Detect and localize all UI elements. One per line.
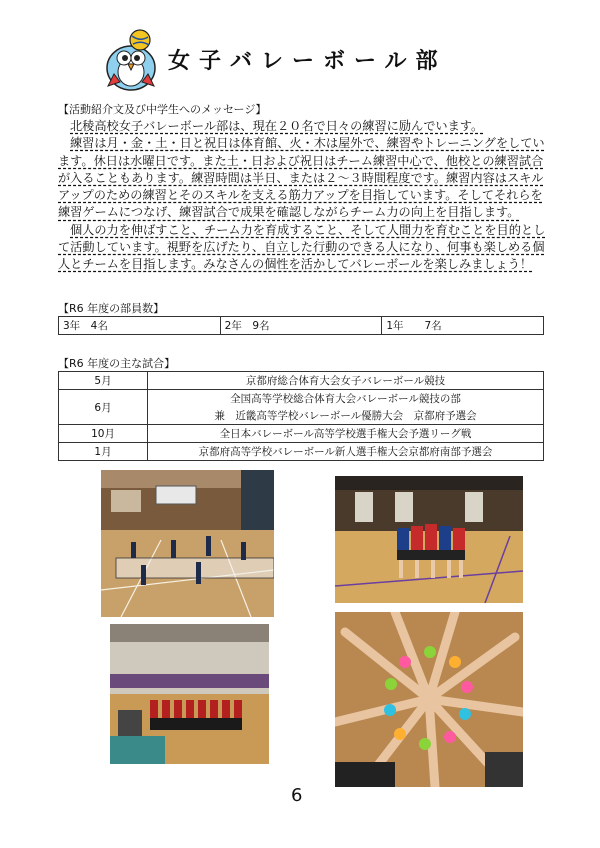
game-month: 10月 <box>59 425 148 443</box>
game-event: 兼 近畿高等学校バレーボール優勝大会 京都府予選会 <box>148 407 544 425</box>
game-month: 5月 <box>59 372 148 390</box>
page-number: 6 <box>291 785 303 806</box>
activity-heading: 【活動紹介文及び中学生へのメッセージ】 <box>58 103 267 116</box>
game-event: 京都府総合体育大会女子バレーボール競技 <box>148 372 544 390</box>
table-row <box>59 317 544 335</box>
members-table <box>58 316 544 335</box>
game-event: 全日本バレーボール高等学校選手権大会予選リーグ戦 <box>148 425 544 443</box>
member-count-cell: 2年 9名 <box>220 317 382 335</box>
hands-circle-photo <box>335 612 523 787</box>
game-event: 京都府高等学校バレーボール新人選手権大会京都府南部予選会 <box>148 443 544 461</box>
member-count-cell: 3年 4名 <box>59 317 221 335</box>
team-huddle-photo <box>335 476 523 603</box>
activity-paragraph: 北稜高校女子バレーボール部は、現在２０名で日々の練習に励んでいます。 <box>70 119 484 133</box>
activity-paragraph: 練習は月・金・土・日と祝日は体育館、火・木は屋外で、練習やトレーニングをしています。休日は水曜日です。また土・日および祝日はチーム練習中心で、他校との練習試合が入ることもあります。練習時間は半日、または２～３時間程度です。練習内容はスキルアップのための練習とそのスキルを支える筋力アップを目指しています。そしてそれらを練習ゲームにつなげ、練習試合で成果を確認しながらチーム力の向上を目指します。 <box>58 136 545 220</box>
game-month: 6月 <box>59 390 148 425</box>
table-row <box>59 390 544 408</box>
activity-paragraph: 個人の力を伸ばすこと、チーム力を育成すること、そして人間力を育むことを目的として活動しています。視野を広げたり、自立した行動のできる人になり、何事も楽しめる個人とチームを目指します。みなさんの個性を活かしてバレーボールを楽しみましょう！ <box>58 222 546 272</box>
gym-practice-photo <box>101 470 274 617</box>
page-title: 女子バレーボール部 <box>168 49 447 74</box>
mascot-owl-volleyball-icon <box>100 28 162 92</box>
team-lineup-photo <box>110 624 269 764</box>
games-heading: 【R6 年度の主な試合】 <box>58 357 176 370</box>
members-heading: 【R6 年度の部員数】 <box>58 302 165 315</box>
member-count-cell: 1年 7名 <box>382 317 544 335</box>
games-table <box>58 371 544 461</box>
table-row <box>59 372 544 390</box>
game-month: 1月 <box>59 443 148 461</box>
activity-body <box>58 118 548 274</box>
table-row <box>59 443 544 461</box>
table-row <box>59 425 544 443</box>
game-event: 全国高等学校総合体育大会バレーボール競技の部 <box>148 390 544 408</box>
